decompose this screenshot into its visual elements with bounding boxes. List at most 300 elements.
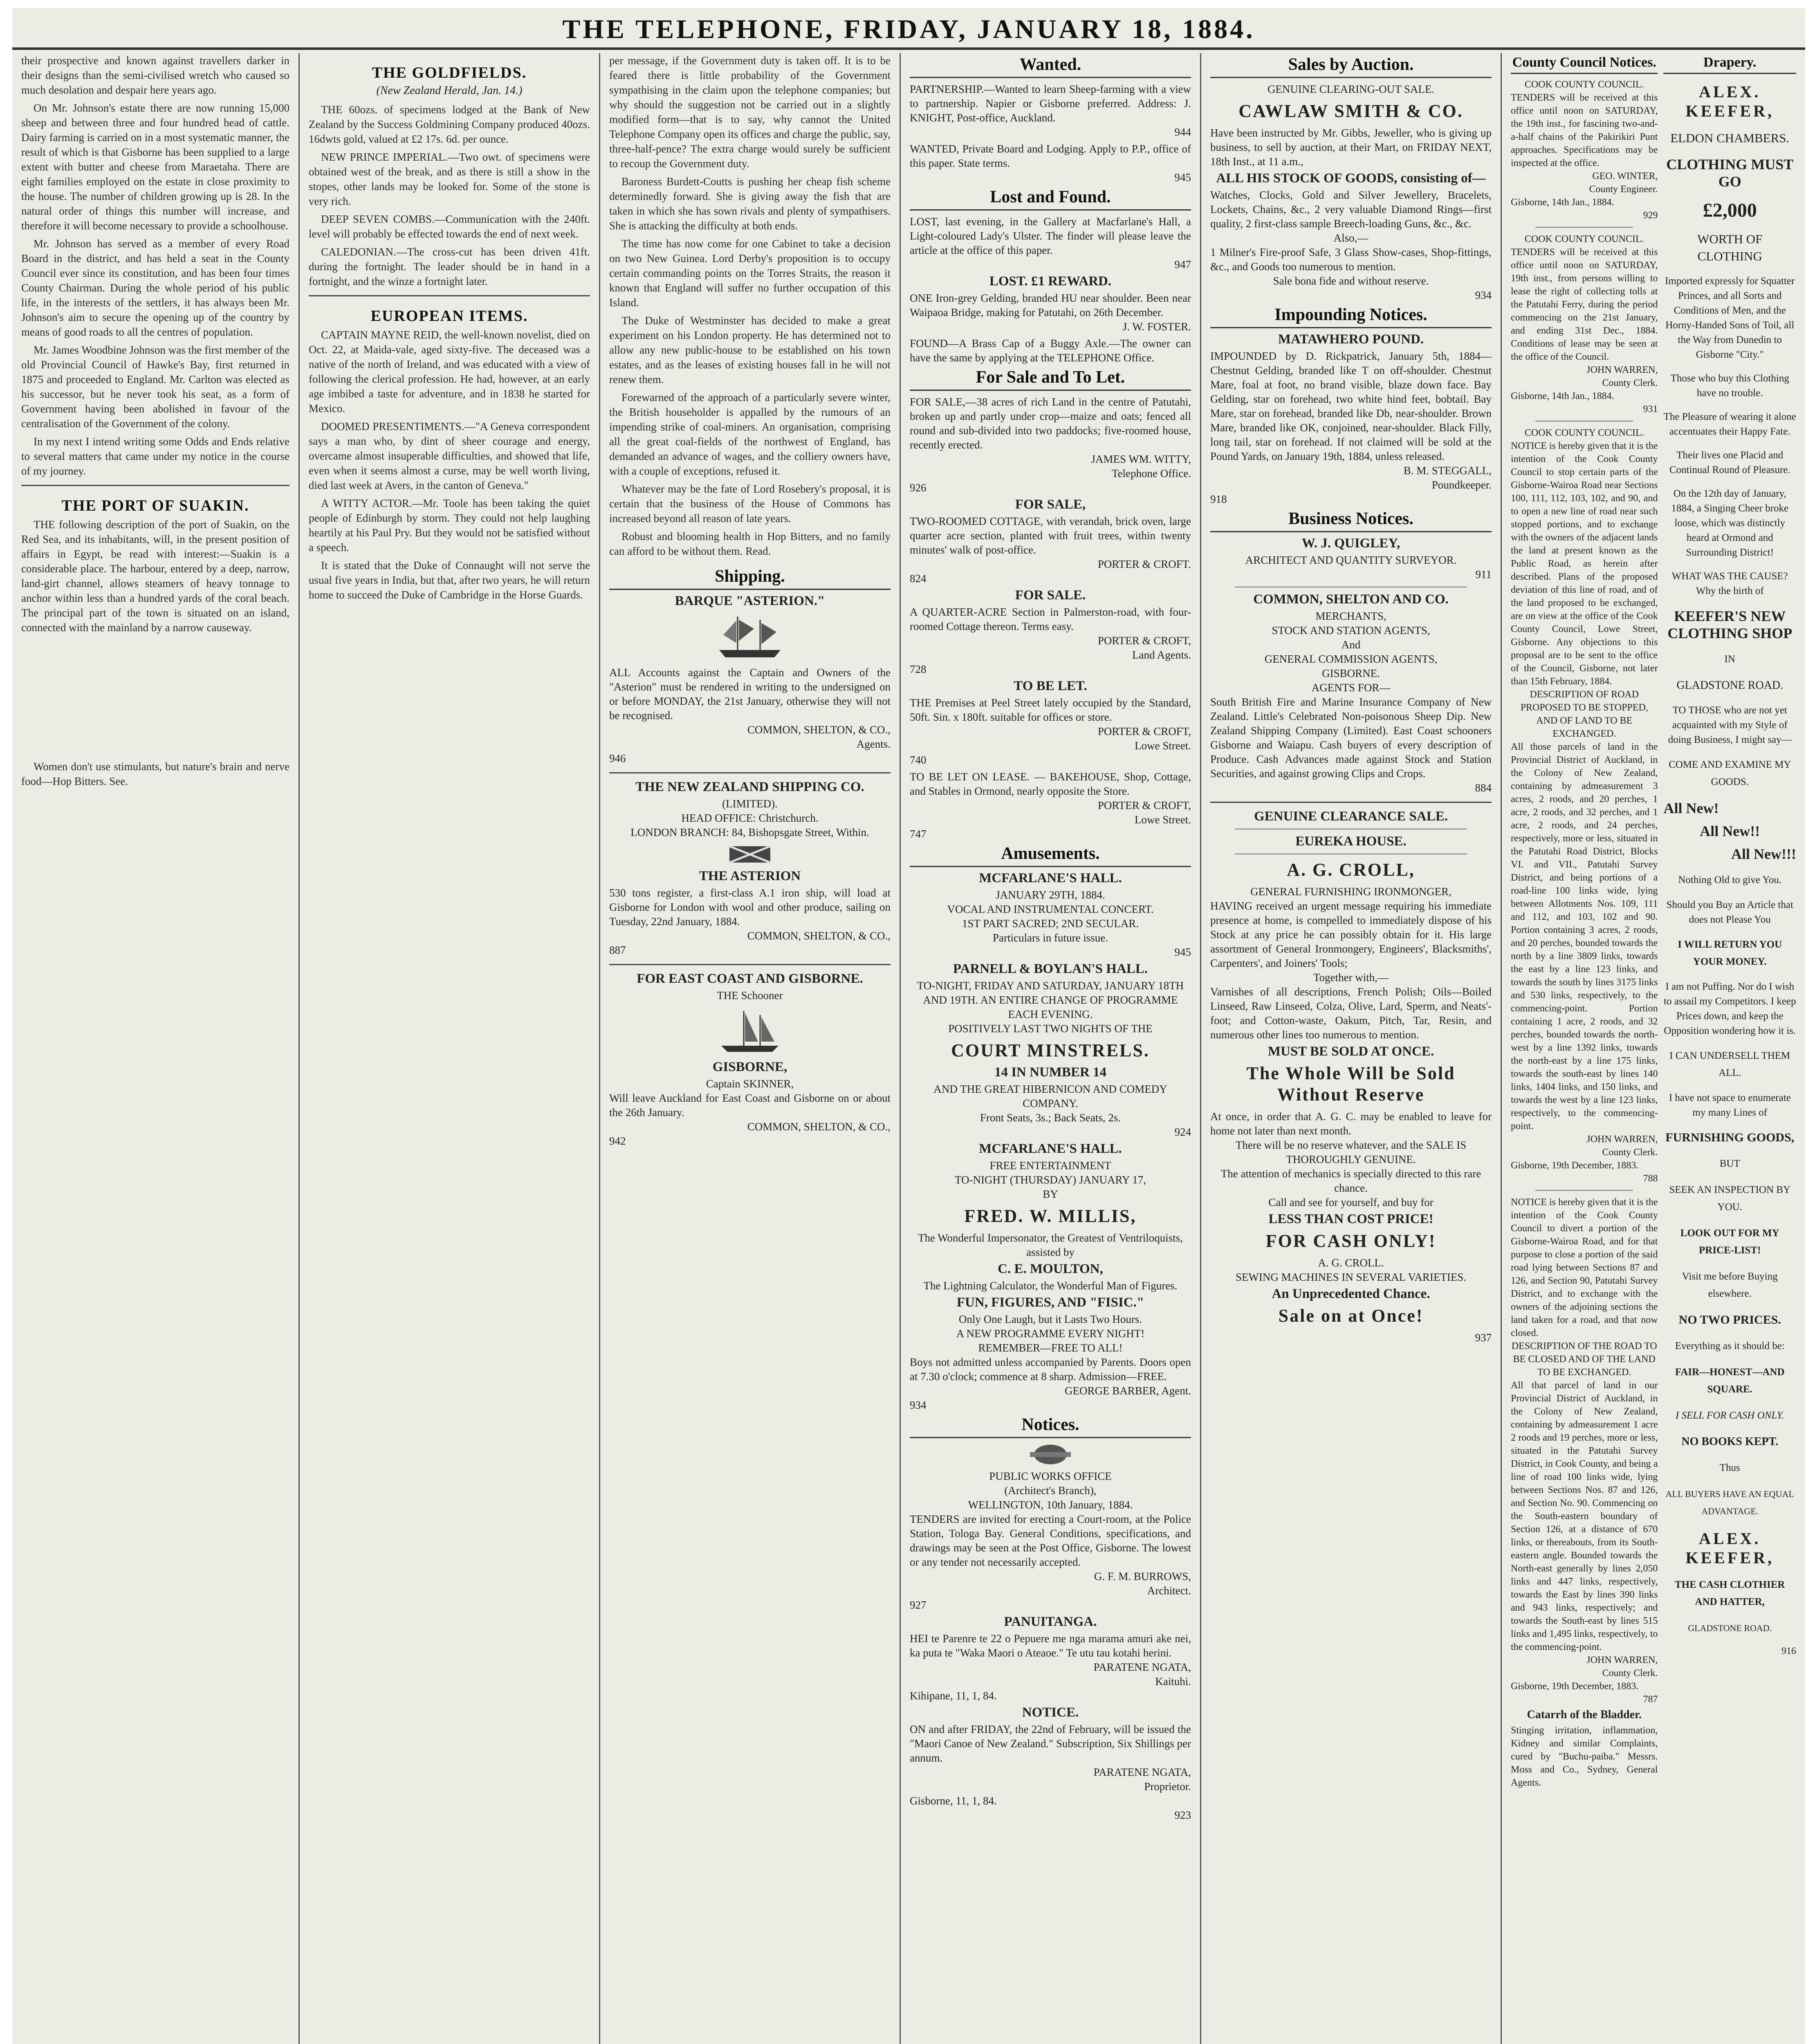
ad-text: Their lives one Placid and Continual Round of Pleasure. xyxy=(1669,450,1790,475)
ad-date: Gisborne, 19th December, 1883. xyxy=(1511,1160,1639,1171)
ad-text: IMPOUNDED by D. Rickpatrick, January 5th, 1884— xyxy=(1210,350,1492,362)
ad-text: AND THE GREAT HIBERNICON AND COMEDY COMPANY. xyxy=(933,1083,1167,1109)
ad-title: GENUINE CLEARANCE SALE. xyxy=(1254,809,1448,824)
ad-number: 945 xyxy=(1174,171,1191,184)
ad-signature: JOHN WARREN, xyxy=(1586,365,1658,375)
drapery-ad xyxy=(1663,53,1796,1792)
ad-text: SEEK AN INSPECTION BY YOU. xyxy=(1669,1184,1790,1213)
ad-text: The attention of mechanics is specially directed to this rare chance. xyxy=(1220,1168,1481,1194)
ad-number: 929 xyxy=(1643,210,1658,221)
captain: Captain SKINNER, xyxy=(706,1078,794,1090)
ad-number: 927 xyxy=(910,1599,927,1611)
section-heading: Amusements. xyxy=(910,844,1191,867)
article-text: On Mr. Johnson's estate there are now running 15,000 sheep and between three and four hundred head of cattle. Dairy farming is carried on in a most systematic manner, the result of which is that Gisborne has been supplied to a large extent with butter and cheese from Maraetaha. There are eight families employed on the estate in close proximity to the house. The number of children growing up is 28. In the natural order of things this number will increase, and therefore it will become necessary to provide a schoolhouse. xyxy=(21,102,289,232)
ad-title: LOST. £1 REWARD. xyxy=(989,274,1112,289)
event-note: Particulars in future issue. xyxy=(993,932,1108,944)
council-name: COOK COUNTY COUNCIL. xyxy=(1524,428,1644,438)
troupe-name: COURT MINSTRELS. xyxy=(951,1040,1150,1060)
business-role: MERCHANTS, xyxy=(1315,610,1386,622)
ad-text: ON and after FRIDAY, the 22nd of February, will be issued the "Maori Canoe of New Zealand." Subscription, Six Shillings per annum. xyxy=(910,1723,1191,1764)
ad-text: A NEW PROGRAMME EVERY NIGHT! xyxy=(956,1327,1145,1340)
ad-headline: FOR CASH ONLY! xyxy=(1265,1231,1436,1251)
ad-signature-role: County Engineer. xyxy=(1589,184,1658,195)
ad-subtitle: ALL HIS STOCK OF GOODS, consisting of— xyxy=(1216,171,1486,186)
ad-number: 944 xyxy=(1174,126,1191,138)
ad-signature-role: Land Agents. xyxy=(1132,649,1191,661)
ad-subtitle: DESCRIPTION OF THE ROAD TO BE CLOSED AND OF THE LAND TO BE EXCHANGED. xyxy=(1511,1341,1657,1378)
ad-text: BUT xyxy=(1719,1158,1740,1169)
council-notice xyxy=(1511,78,1658,222)
auction-ad xyxy=(1210,82,1492,303)
ad-number: 747 xyxy=(910,828,927,840)
business-role: STOCK AND STATION AGENTS, xyxy=(1272,624,1430,637)
ad-number: 788 xyxy=(1643,1173,1658,1184)
classified-ad xyxy=(910,274,1191,334)
ad-number: 937 xyxy=(1475,1331,1492,1344)
ad-signature: GEO. WINTER, xyxy=(1592,171,1658,182)
section-heading: For Sale and To Let. xyxy=(910,368,1191,391)
ad-text: Imported expressly for Squatter Princes, and all Sorts and Conditions of Men, and the Horny-Handed Sons of Toil, all the Way from Dunedin to Gisborne "City." xyxy=(1665,276,1795,360)
entertainment-ad xyxy=(910,1142,1191,1412)
ad-text: WHAT WAS THE CAUSE? Why the birth of xyxy=(1671,571,1788,596)
auctioneer: CAWLAW SMITH & CO. xyxy=(1238,101,1463,121)
tender-notice xyxy=(910,1442,1191,1612)
ad-text: Chestnut Gelding, branded like T on off-shoulder. Chestnut Mare, foal at foot, no brand visible, blaze down face. Bay Gelding, star on forehead, two white hind feet, bobtail. Bay Mare, star on forehead, branded like Db, near-shoulder. Brown Mare, branded like OK, conjoined, near-shoulder. Black Filly, long tail, star on forehead. xyxy=(1210,364,1492,448)
ad-signature: GEORGE BARBER, Agent. xyxy=(1064,1385,1191,1397)
ad-text: TO-NIGHT, FRIDAY AND SATURDAY, JANUARY 18TH AND 19TH. AN ENTIRE CHANGE OF PROGRAMME EACH EVENING. xyxy=(917,979,1184,1020)
page-title: THE TELEPHONE, FRIDAY, JANUARY 18, 1884. xyxy=(562,14,1255,44)
ad-text: The Lightning Calculator, the Wonderful Man of Figures. xyxy=(923,1280,1178,1292)
performer: C. E. MOULTON, xyxy=(998,1262,1103,1276)
council-notice xyxy=(1511,1196,1658,1706)
divider xyxy=(1210,802,1492,803)
ad-date: Gisborne, 11, 1, 84. xyxy=(910,1795,997,1807)
ad-number: 887 xyxy=(609,944,626,956)
ad-date: Kihipane, 11, 1, 84. xyxy=(910,1690,997,1702)
business-name: ALEX. KEEFER, xyxy=(1685,1529,1774,1567)
ad-text: TO BE LET ON LEASE. — BAKEHOUSE, Shop, Cottage, and Stables in Ormond, nearly opposite the Store. xyxy=(910,771,1191,797)
ad-signature: PORTER & CROFT, xyxy=(1097,799,1191,811)
ad-headline: KEEFER'S NEW CLOTHING SHOP xyxy=(1667,608,1793,641)
article-heading: EUROPEAN ITEMS. xyxy=(370,307,528,325)
ad-text: HAVING received an urgent message requiring his immediate presence at home, is compelled to immediately dispose of his Stock at any price he can possibly obtain for it. xyxy=(1210,900,1492,941)
ad-text: Varnishes of all descriptions, French Polish; Oils—Boiled Linseed, Raw Linseed, Colza, Olive, Lard, Sperm, and Neats'-foot; and Cotton-waste, Oakum, Pitch, Tar, Resin, and numerous other lines too numerous to mention. xyxy=(1210,986,1492,1041)
ad-amount: £2,000 xyxy=(1703,199,1757,221)
ad-text: FREE ENTERTAINMENT xyxy=(989,1159,1111,1172)
ad-text: 1 Milner's Fire-proof Safe, 3 Glass Show-cases, Shop-fittings, &c., and Goods too numerous to mention. xyxy=(1210,246,1492,273)
ad-text: I WILL RETURN YOU YOUR MONEY. xyxy=(1678,939,1782,967)
ad-title: PANUITANGA. xyxy=(1004,1614,1097,1629)
event-date: JANUARY 29TH, 1884. xyxy=(996,889,1105,901)
business-location: GLADSTONE ROAD. xyxy=(1676,679,1784,692)
ad-text: Portion containing 3 acres, 2 roods, and 20 perches, bounded towards the north by a line 3809 links, towards the east by a line 123 links, and towards the south by lines 3175 links and 530 links, respectively, to the commencing-point. xyxy=(1511,925,1658,1014)
ad-text: All those parcels of land in the Provincial District of Auckland, in the Colony of New Zealand, containing by admeasurement 3 acres, 2 roods, and 20 perches, 1 acre, 2 roods, and 32 perches, and 1 acre, 2 roods, and 24 perches, respectively, more or less, situated in the Patutahi Road District, Blocks VI. and VII., Patutahi Survey District, and being portions of a road-line 100 links wide, lying between Allotments Nos. 109, 111 and 112, and 103, 102 and 90. xyxy=(1511,742,1658,922)
ad-text: WORTH OF CLOTHING xyxy=(1697,232,1763,263)
ad-text: A QUARTER-ACRE Section in Palmerston-road, with four-roomed Cottage thereon. Terms easy. xyxy=(910,606,1191,632)
ad-text: Conditions of lease may be seen at the office of the Council. xyxy=(1511,338,1658,362)
ad-number: 942 xyxy=(609,1135,626,1147)
article-text: NEW PRINCE IMPERIAL.—Two owt. of specimens were obtained west of the break, and as there is still a show in the stopes, other lands may be looked for. Some of the stone is very rich. xyxy=(309,151,590,207)
ad-text: LOST, last evening, in the Gallery at Macfarlane's Hall, a Light-coloured Lady's Ulster. The finder will please leave the article at the office of this paper. xyxy=(910,215,1191,256)
ad-date: Gisborne, 19th December, 1883. xyxy=(1511,1681,1639,1692)
tagline: FUN, FIGURES, AND "FISIC." xyxy=(956,1295,1144,1310)
venue: MCFARLANE'S HALL. xyxy=(979,1141,1122,1156)
article-text: their prospective and known against travellers darker in their designs than the semi-civilised wretch who caused so much desolation and despair here years ago. xyxy=(21,54,289,96)
ad-number: 931 xyxy=(1643,404,1658,415)
article-text: The Duke of Westminster has decided to make a great experiment on his London property. He has determined not to allow any new public-house to be established on his town estates, and as the leases of existing houses fall in he will not renew them. xyxy=(609,314,891,385)
section-heading: Wanted. xyxy=(910,55,1191,78)
ad-signature: G. F. M. BURROWS, xyxy=(1094,1570,1191,1582)
ad-signature: PARATENE NGATA, xyxy=(1093,1766,1191,1778)
ad-text: WANTED, Private Board and Lodging. Apply to P.P., office of this paper. State terms. xyxy=(910,143,1191,169)
ad-date: Gisborne, 14th Jan., 1884. xyxy=(1511,197,1614,208)
concert-ad xyxy=(910,871,1191,959)
ad-signature: PORTER & CROFT. xyxy=(1097,558,1191,570)
section-heading: Drapery. xyxy=(1663,55,1796,74)
business-role: THE CASH CLOTHIER AND HATTER, xyxy=(1674,1579,1785,1607)
ad-text: THE Schooner xyxy=(717,989,783,1002)
article-text: THE following description of the port of Suakin, on the Red Sea, and its inhabitants, will, in the present position of affairs in Egypt, be read with interest:—Suakin is a considerable place. The harbour, entered by a deep, narrow, land-girt channel, allows steamers of heavy tonnage to anchor within less than a hundred yards of the coral beach. The principal part of the town is situated on an island, connected with the mainland by a narrow causeway. xyxy=(21,518,289,634)
ad-number: 884 xyxy=(1475,782,1492,794)
event-date: TO-NIGHT (THURSDAY) JANUARY 17, xyxy=(954,1174,1146,1186)
ad-text: ONE Iron-grey Gelding, branded HU near shoulder. Been near Waipaoa Bridge, making for Patutahi, on 26th December. xyxy=(910,292,1191,318)
ad-signature: JAMES WM. WITTY, xyxy=(1091,453,1191,465)
ad-signature: PORTER & CROFT, xyxy=(1097,725,1191,737)
ad-number: 945 xyxy=(1174,946,1191,958)
business-name: COMMON, SHELTON AND CO. xyxy=(1253,592,1449,607)
ad-text: Will leave Auckland for East Coast and Gisborne on or about the 26th January. xyxy=(609,1092,891,1118)
ad-headline: FURNISHING GOODS, xyxy=(1665,1131,1795,1144)
ad-title: GENUINE CLEARING-OUT SALE. xyxy=(1267,83,1435,95)
council-notices xyxy=(1511,53,1658,1792)
ad-text: Nothing Old to give You. xyxy=(1678,874,1782,885)
ad-signature: B. M. STEGGALL, xyxy=(1403,464,1492,477)
ad-title: FOR SALE. xyxy=(1015,588,1086,603)
ad-text: ALL BUYERS HAVE AN EQUAL ADVANTAGE. xyxy=(1665,1489,1794,1516)
article-text: THE 60ozs. of specimens lodged at the Bank of New Zealand by the Success Goldmining Company produced 40ozs. 16dwts gold, valued at £2 17s. 6d. per ounce. xyxy=(309,103,590,145)
article-text: In my next I intend writing some Odds and Ends relative to several matters that came under my notice in the course of my journey. xyxy=(21,435,289,477)
ad-text: COME AND EXAMINE MY GOODS. xyxy=(1669,759,1791,787)
ad-number: 923 xyxy=(1174,1809,1191,1821)
ad-text: NOTICE is hereby given that it is the intention of the Cook County Council to divert a portion of the Gisborne-Wairoa Road, and for that purpose to close a portion of the said road lying between Sections 87 and 126, and Section 90, Patutahi Survey District, and to exchange with the owners of the adjoining sections the land taken for a road, and that now closed. xyxy=(1511,1197,1658,1338)
section-heading: Shipping. xyxy=(609,567,891,590)
shop-name: EUREKA HOUSE. xyxy=(1295,834,1407,849)
divider xyxy=(609,964,891,965)
classified-ad xyxy=(910,215,1191,272)
ad-subtitle: AGENTS FOR— xyxy=(1311,681,1391,694)
article-heading: THE PORT OF SUAKIN. xyxy=(61,497,249,514)
ad-text: NO BOOKS KEPT. xyxy=(1681,1435,1779,1448)
ad-signature-role: Poundkeeper. xyxy=(1431,479,1492,491)
venue: MCFARLANE'S HALL. xyxy=(979,871,1122,885)
ad-title: Catarrh of the Bladder. xyxy=(1527,1708,1642,1721)
company-name: THE NEW ZEALAND SHIPPING CO. xyxy=(635,780,864,794)
venue: PARNELL & BOYLAN'S HALL. xyxy=(953,961,1148,976)
column-3 xyxy=(599,53,900,2044)
ad-title: NOTICE. xyxy=(1022,1705,1079,1720)
business-location: GLADSTONE ROAD. xyxy=(1688,1623,1772,1633)
ad-title: TO BE LET. xyxy=(1014,679,1087,693)
column-5 xyxy=(1200,53,1501,2044)
ad-signature: COMMON, SHELTON, & CO., xyxy=(747,724,891,736)
ad-text: Sale bona fide and without reserve. xyxy=(1273,275,1429,287)
ad-text: Should you Buy an Article that does not Please You xyxy=(1666,899,1793,925)
council-name: COOK COUNTY COUNCIL. xyxy=(1524,234,1644,244)
column-6 xyxy=(1501,53,1805,2044)
column-4 xyxy=(900,53,1200,2044)
ad-text: Commencing on the South-eastern boundary of Section 126, at a distance of 670 links, or thereabouts, from its South-eastern angle. Bounded towards the North-east generally by lines 2,050 links and 447 links, respectively, towards the East by lines 390 links and 943 links, respectively; and towards the South-east by lines 515 links and 1,495 links, respectively, to the commencing-point. xyxy=(1511,1498,1658,1652)
article-text: Women don't use stimulants, but nature's brain and nerve food—Hop Bitters. See. xyxy=(21,760,289,787)
divider xyxy=(1535,1190,1633,1191)
ad-text: His large assortment of General Ironmongery, Engineers', Blacksmiths', Carpenters', and Joiners' Tools; xyxy=(1210,928,1492,969)
article-text: Robust and blooming health in Hop Bitters, and no family can afford to be without them. Read. xyxy=(609,530,891,557)
ad-text: I SELL FOR CASH ONLY. xyxy=(1675,1410,1784,1421)
ad-text: FAIR—HONEST—AND SQUARE. xyxy=(1675,1367,1785,1395)
ad-text: Have been instructed by Mr. Gibbs, Jeweller, who is giving up business, to sell by auction, at their Mart, on FRIDAY NEXT, 18th Inst., at 11 a.m., xyxy=(1210,127,1492,168)
ad-signature: COMMON, SHELTON, & CO., xyxy=(747,930,891,942)
ad-text: REMEMBER—FREE TO ALL! xyxy=(978,1342,1123,1354)
ad-headline: The Whole Will be Sold Without Reserve xyxy=(1246,1063,1456,1105)
ad-signature-role: Proprietor. xyxy=(1144,1780,1191,1793)
ad-signature-role: Kaituhi. xyxy=(1155,1675,1191,1688)
article-text: CAPTAIN MAYNE REID, the well-known novelist, died on Oct. 22, at Maida-vale, aged sixty-five. The deceased was a native of the north of Ireland, and was educated with a view of following the clerical profession. He had, however, at an early age imbibed a taste for adventure, and in 1838 he started for Mexico. xyxy=(309,329,590,415)
ad-shout: All New!! xyxy=(1700,823,1760,839)
divider xyxy=(609,772,891,773)
ship-name: GISBORNE, xyxy=(712,1060,787,1074)
ad-number: 918 xyxy=(1210,493,1227,505)
business-role: ARCHITECT AND QUANTITY SURVEYOR. xyxy=(1245,554,1457,566)
ad-text: Call and see for yourself, and buy for xyxy=(1268,1196,1434,1208)
classified-ad xyxy=(910,679,1191,767)
ad-text: NOTICE is hereby given that it is the intention of the Cook County Council to stop certain parts of the Gisborne-Wairoa Road near Sections 100, 111, 112, 103, 102, and 90, and to open a new line of road near such stopped portions, and to exchange with the owners of the adjacent lands the land at present known as the Public Road, as herein after described. xyxy=(1511,441,1658,582)
ship-name: THE ASTERION xyxy=(699,869,801,883)
ad-number: 824 xyxy=(910,572,927,585)
ad-text: IN xyxy=(1724,654,1735,665)
ad-text: Thus xyxy=(1719,1462,1740,1473)
ad-number: 946 xyxy=(609,752,626,764)
ad-text: TENDERS will be received at this office until noon on SATURDAY, the 19th inst., for fascining two-and-a-half chains of the Pakirikiri Punt approaches. xyxy=(1511,92,1658,155)
ad-text: On the 12th day of January, 1884, a Singing Cheer broke loose, which was distinctly heard at Ormond and Surrounding District! xyxy=(1671,488,1789,558)
ship-icon xyxy=(715,612,785,661)
ad-text: 530 tons register, a first-class A.1 iron ship, will load at Gisborne for London with wool and other produce, sailing on Tuesday, 22nd January, 1884. xyxy=(609,887,891,928)
ad-text: Those who buy this Clothing have no trouble. xyxy=(1670,373,1789,399)
ad-signature: COMMON, SHELTON, & CO., xyxy=(747,1121,891,1133)
ad-text: FOUND—A Brass Cap of a Buggy Axle.—The owner can have the same by applying at the TELEPHONE Office. xyxy=(910,337,1191,364)
ad-date: Gisborne, 14th Jan., 1884. xyxy=(1511,391,1614,401)
business-location: GISBORNE. xyxy=(1322,667,1380,679)
section-heading: Lost and Found. xyxy=(910,187,1191,211)
ad-shout: All New!!! xyxy=(1731,846,1796,862)
ad-text: PARTNERSHIP.—Wanted to learn Sheep-farming with a view to partnership. Napier or Gisborne preferred. Address: J. KNIGHT, Post-office, Auckland. xyxy=(910,83,1191,124)
london-branch: LONDON BRANCH: 84, Bishopsgate Street, Within. xyxy=(630,826,869,838)
ad-text: Together with,— xyxy=(1313,971,1389,984)
shipping-company-ad xyxy=(609,780,891,957)
ad-number: 947 xyxy=(1174,258,1191,271)
ad-text: I CAN UNDERSELL THEM ALL. xyxy=(1669,1050,1790,1078)
ad-shout: All New! xyxy=(1663,800,1719,816)
ad-signature-role: Agents. xyxy=(856,738,891,750)
ad-headline: Sale on at Once! xyxy=(1278,1306,1424,1326)
ad-number: 934 xyxy=(910,1399,927,1411)
business-role: And xyxy=(1341,639,1361,651)
business-location: ELDON CHAMBERS. xyxy=(1670,131,1790,145)
ad-signature-role: County Clerk. xyxy=(1602,1668,1658,1679)
classified-ad xyxy=(910,142,1191,185)
article-text: Whatever may be the fate of Lord Rosebery's proposal, it is certain that the business of the House of Commons has increased beyond all reason of late years. xyxy=(609,483,891,524)
ad-text: Everything as it should be: xyxy=(1675,1340,1785,1351)
event-parts: 1ST PART SACRED; 2ND SECULAR. xyxy=(962,917,1139,930)
ad-emphasis: LESS THAN COST PRICE! xyxy=(1268,1212,1434,1226)
ad-text: ALL Accounts against the Captain and Owners of the "Asterion" must be rendered in writing to the undersigned on or before MONDAY, the 21st January, otherwise they will not be recognised. xyxy=(609,666,891,722)
article-text: DOOMED PRESENTIMENTS.—"A Geneva correspondent says a man who, by dint of sheer courage and energy, overcame almost insuperable difficulties, and showed that life, even when it seems almost a curse, may be well worth living, died last week at Avers, in the canton of Geneva." xyxy=(309,420,590,491)
pound-name: MATAWHERO POUND. xyxy=(1278,332,1424,347)
council-name: COOK COUNTY COUNCIL. xyxy=(1524,79,1644,90)
ad-signature: JOHN WARREN, xyxy=(1586,1655,1658,1665)
ad-text: BY xyxy=(1043,1188,1058,1200)
ad-signature: PORTER & CROFT, xyxy=(1097,634,1191,647)
ad-signature-role: Telephone Office. xyxy=(1111,467,1191,480)
section-heading: Business Notices. xyxy=(1210,509,1492,532)
ad-text: Portion containing 1 acre, 2 roods, and 32 perches, bounded towards the north-west by a line 1392 links, towards the north-east by a line 175 links, towards the south-east by lines 140 links, 1404 links, and 150 links, and towards the west by a line 123 links, respectively, to the commencing-point. xyxy=(1511,1003,1658,1132)
ad-text: TO THOSE who are not yet acquainted with my Style of doing Business, I might say— xyxy=(1668,705,1792,745)
ad-text: LOOK OUT FOR MY PRICE-LIST! xyxy=(1680,1228,1779,1256)
classified-ad xyxy=(910,336,1191,365)
ad-text: Cash buyers of every description of Produce. Cash Advances made against Stock and Station Securities, and against growing Clips and Crops. xyxy=(1210,739,1492,780)
section-heading: Impounding Notices. xyxy=(1210,305,1492,328)
newspaper-page xyxy=(12,8,1805,2044)
business-ad xyxy=(1210,536,1492,582)
ad-number: 924 xyxy=(1174,1126,1191,1138)
ad-signature-role: County Clerk. xyxy=(1602,1147,1658,1158)
ad-text: Only One Laugh, but it Lasts Two Hours. xyxy=(958,1313,1142,1325)
ad-number: 934 xyxy=(1475,289,1492,301)
business-name: A. G. CROLL, xyxy=(1287,860,1415,880)
ad-signature-role: Lowe Street. xyxy=(1135,740,1191,752)
article-text: DEEP SEVEN COMBS.—Communication with the 240ft. level will probably be effected towards the end of next week. xyxy=(309,213,590,240)
ad-signature-role: Lowe Street. xyxy=(1135,814,1191,826)
ad-number: 911 xyxy=(1475,568,1492,580)
ad-number: 740 xyxy=(910,754,927,766)
classified-ad xyxy=(910,82,1191,139)
ad-text: TWO-ROOMED COTTAGE, with verandah, brick oven, large quarter acre section, planted with fruit trees, within twenty minutes' walk of post-office. xyxy=(910,515,1191,556)
article-subheading: (New Zealand Herald, Jan. 14.) xyxy=(376,84,523,97)
section-heading: Sales by Auction. xyxy=(1210,55,1492,78)
ad-title: BARQUE "ASTERION." xyxy=(675,594,825,608)
ad-number: 916 xyxy=(1781,1646,1796,1656)
ad-text: Boys not admitted unless accompanied by Parents. Doors open at 7.30 o'clock; commence at 8 sharp. Admission—FREE. xyxy=(910,1356,1191,1383)
ad-text: THE Premises at Peel Street lately occupied by the Standard, 50ft. Sin. x 180ft. suitable for offices or store. xyxy=(910,697,1191,723)
ad-number: 728 xyxy=(910,663,927,675)
ad-signature-role: Architect. xyxy=(1147,1585,1191,1597)
ad-text: There will be no reserve whatever, and the SALE IS THOROUGHLY GENUINE. xyxy=(1235,1139,1467,1165)
ad-text: Plans of the proposed deviation of this line of road, and of the land proposed to be exchanged, are on view at the office of the Cook County Council, Lowe Street, Gisborne. Any objections to this proposal are to be sent to the office of the Council, Gisborne, not later than 15th February, 1884. xyxy=(1511,572,1658,687)
ad-text: Stinging irritation, inflammation, Kidney and similar Complaints, cured by "Buchu-paiba." Messrs. Moss and Co., Sydney, General Agents. xyxy=(1511,1725,1658,1788)
column-6-split xyxy=(1511,53,1796,1792)
council-notice xyxy=(1511,233,1658,416)
ad-text: All that parcel of land in our Provincial District of Auckland, in the Colony of New Zealand, containing by admeasurement 1 acre 2 roods and 19 perches, more or less, situated in the Patutahi Survey District, in Cook County, and being a line of road 100 links wide, lying between Sections Nos. 87 and 126, and Section No. 90. xyxy=(1511,1380,1658,1508)
article-text: CALEDONIAN.—The cross-cut has been driven 41ft. during the fortnight. The leader should be in hand in a fortnight, and the winze a fortnight later. xyxy=(309,246,590,287)
event-title: VOCAL AND INSTRUMENTAL CONCERT. xyxy=(947,903,1154,915)
head-office: HEAD OFFICE: Christchurch. xyxy=(681,812,819,824)
ad-number: 787 xyxy=(1643,1694,1658,1705)
article-text: Baroness Burdett-Coutts is pushing her cheap fish scheme determinedly forward. She is giving away the fish that are taken in which she has sown rivals and plenty of sympathisers. She is attacking the difficulty at both ends. xyxy=(609,175,891,232)
ad-text: The Wonderful Impersonator, the Greatest of Ventriloquists, assisted by xyxy=(918,1232,1183,1258)
office-date: WELLINGTON, 10th January, 1884. xyxy=(968,1499,1133,1511)
office-name: PUBLIC WORKS OFFICE xyxy=(989,1470,1112,1482)
ad-text: Specifications may be inspected at the office. xyxy=(1511,145,1658,168)
divider xyxy=(309,295,590,296)
council-notice xyxy=(1511,426,1658,1185)
column-1 xyxy=(12,53,298,2044)
article-heading: THE GOLDFIELDS. xyxy=(372,64,527,81)
ad-title: FOR SALE, xyxy=(1015,497,1086,512)
flag-icon xyxy=(705,842,795,867)
section-heading: County Council Notices. xyxy=(1511,55,1658,74)
masthead xyxy=(12,8,1805,50)
divider xyxy=(1535,227,1633,228)
column-2 xyxy=(298,53,599,2044)
ad-signature: A. G. CROLL. xyxy=(1318,1257,1384,1269)
ad-signature: J. W. FOSTER. xyxy=(1122,320,1191,333)
ad-text: South British Fire and Marine Insurance Company of New Zealand. Little's Celebrated Non-poisonous Sheep Dip. New Zealand Shipping Company (Limited). East Coast schooners Gisborne and Waiapu. xyxy=(1210,696,1492,751)
business-name: W. J. QUIGLEY, xyxy=(1301,536,1400,551)
maori-notice xyxy=(910,1615,1191,1703)
clearance-ad xyxy=(1210,809,1492,1345)
schooner-ad xyxy=(609,972,891,1148)
ad-text: TENDERS are invited for erecting a Court-room, at the Police Station, Tologa Bay. General Conditions, specifications, and drawings may be seen at the Post Office, Gisborne. xyxy=(910,1513,1191,1554)
business-role: GENERAL FURNISHING IRONMONGER, xyxy=(1250,885,1452,898)
article-text: Forewarned of the approach of a particularly severe winter, the British householder is appalled by the rumours of an impending strike of coal-miners. An organisation, comprising all the great coal-fields of the northwest of England, has demanded an advance of wages, and the colliery owners have, with a couple of exceptions, refused it. xyxy=(609,391,891,477)
ad-subtitle: DESCRIPTION OF ROAD PROPOSED TO BE STOPPED, AND OF LAND TO BE EXCHANGED. xyxy=(1520,689,1648,739)
business-ad xyxy=(1210,592,1492,795)
ad-signature: PARATENE NGATA, xyxy=(1093,1661,1191,1673)
ad-signature-role: County Clerk. xyxy=(1602,378,1658,388)
ad-headline: NO TWO PRICES. xyxy=(1678,1313,1781,1327)
business-name: ALEX. KEEFER, xyxy=(1685,83,1774,120)
performer: FRED. W. MILLIS, xyxy=(964,1206,1137,1226)
crest-icon xyxy=(1005,1442,1095,1467)
ad-text: HEI te Parenre te 22 o Pepuere me nga marama amuri ake nei, ka puta te "Waka Maori o Ateaoe." Te utu tau kotahi herini. xyxy=(910,1632,1191,1659)
ad-headline: CLOTHING MUST GO xyxy=(1666,156,1794,190)
canoe-notice xyxy=(910,1706,1191,1822)
ad-text: If not claimed will be sold at the Pound Yards, on January 19th, 1884, unless released. xyxy=(1210,436,1492,462)
ad-text: I have not space to enumerate my many Lines of xyxy=(1669,1092,1791,1118)
impound-notice xyxy=(1210,332,1492,507)
section-heading: Notices. xyxy=(910,1415,1191,1438)
ad-text: The Pleasure of wearing it alone accentuates their Happy Fate. xyxy=(1663,411,1796,437)
ad-text: POSITIVELY LAST TWO NIGHTS OF THE xyxy=(948,1022,1153,1035)
ad-text: SEWING MACHINES IN SEVERAL VARIETIES. xyxy=(1235,1271,1467,1283)
company-subtitle: (LIMITED). xyxy=(722,798,778,810)
prices: Front Seats, 3s.; Back Seats, 2s. xyxy=(980,1112,1121,1124)
classified-ad xyxy=(910,498,1191,586)
ad-emphasis: MUST BE SOLD AT ONCE. xyxy=(1268,1044,1434,1059)
article-text: It is stated that the Duke of Connaught will not serve the usual five years in India, but that, after two years, he will return home to succeed the Duke of Cambridge in the Horse Guards. xyxy=(309,559,590,601)
ad-text: Watches, Clocks, Gold and Silver Jewellery, Bracelets, Lockets, Chains, &c., 2 very valuable Diamond Rings—first quality, 2 first-class sample Breech-loading Guns, &c., &c. xyxy=(1210,189,1492,230)
shipping-ad xyxy=(609,594,891,766)
ad-text: The lowest or any tender not necessarily accepted. xyxy=(910,1542,1191,1568)
ad-signature: JOHN WARREN, xyxy=(1586,1134,1658,1145)
divider xyxy=(21,485,289,486)
ad-title: FOR EAST COAST AND GISBORNE. xyxy=(637,971,863,986)
ad-text: TENDERS will be received at this office until noon on SATURDAY, 19th inst., from persons willing to lease the right of collecting tolls at the Patutahi Ferry, during the period commencing on the 21st January, and ending 31st Dec., 1884. xyxy=(1511,247,1658,336)
article-text: Mr. Johnson has served as a member of every Road Board in the district, and has held a seat in the County Council ever since its constitution, and has been four times County Chairman. During the whole period of his public life, in the interests of the settlers, it has always been Mr. Johnson's aim to secure the opening up of the country by means of good roads to all the centres of population. xyxy=(21,238,289,338)
article-text: Mr. James Woodbine Johnson was the first member of the old Provincial Council of Hawke's Bay, first returned in 1875 and proceeded to England. Mr. Carlton was elected as his successor, but he never took his seat, as a form of Government having been abolished in favour of the centralisation of the Government of the colony. xyxy=(21,344,289,430)
classified-ad xyxy=(910,395,1191,495)
ad-text: Also,— xyxy=(1333,232,1369,244)
classified-ad xyxy=(910,588,1191,677)
ad-text: FOR SALE,—38 acres of rich Land in the centre of Patutahi, broken up and partly under crop—maize and oats; fenced all round and sub-divided into two paddocks; five-roomed house, recently erected. xyxy=(910,396,1191,451)
